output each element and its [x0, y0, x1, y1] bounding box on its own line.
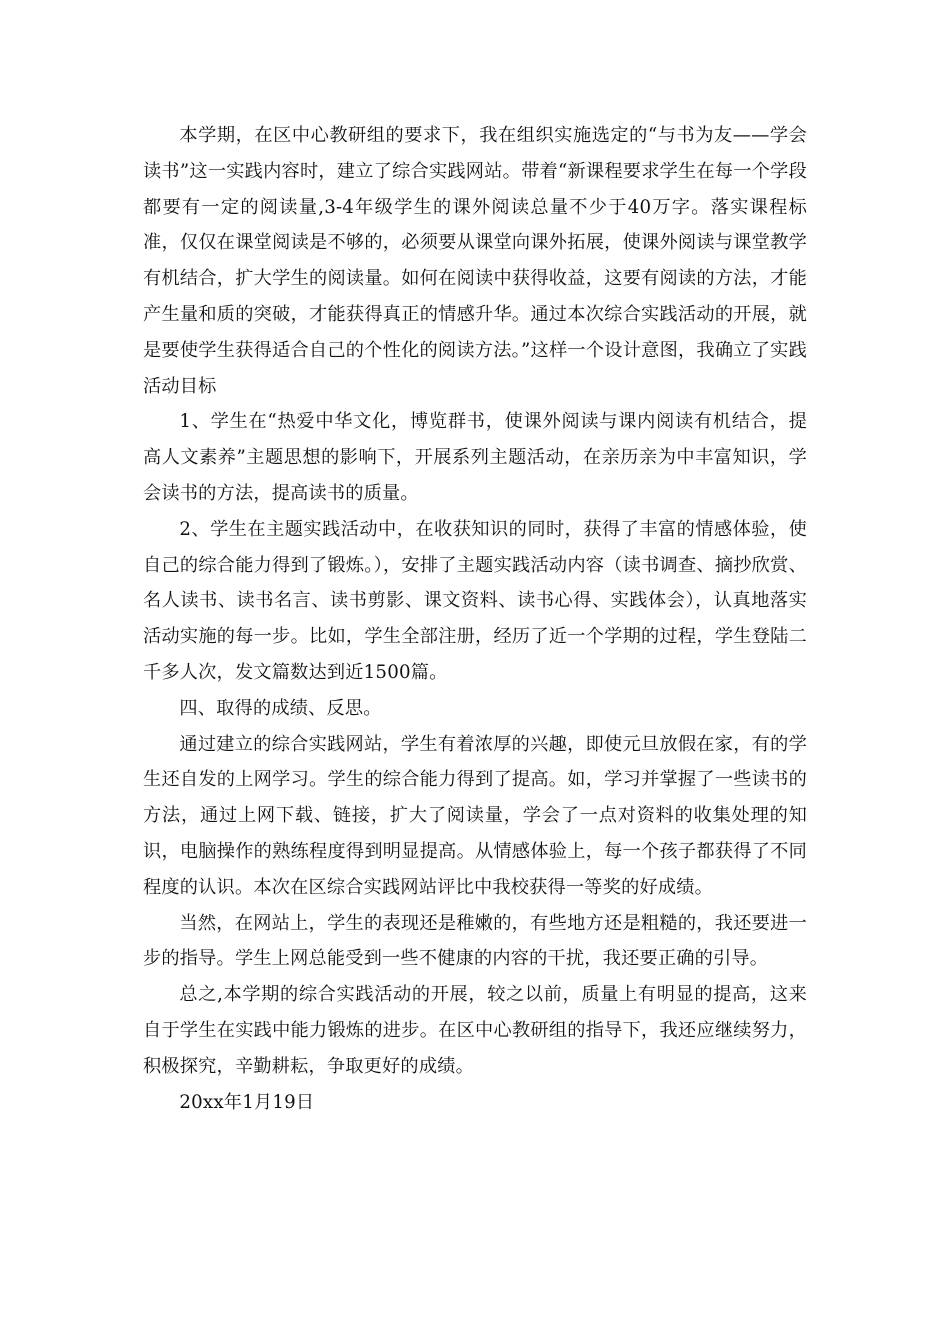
- document-date: 20xx年1月19日: [179, 1091, 315, 1113]
- paragraph-achievements: 通过建立的综合实践网站，学生有着浓厚的兴趣，即使元旦放假在家，有的学生还自发的上网学习。学生的综合能力得到了提高。如，学习并掌握了一些读书的方法，通过上网下载、链接，扩大了阅读量，学会了一点对资料的收集处理的知识，电脑操作的熟练程度得到明显提高。从情感体验上，每一个孩子都获得了不同程度的认识。本次在区综合实践网站评比中我校获得一等奖的好成绩。: [143, 733, 807, 898]
- paragraph-intro: 本学期，在区中心教研组的要求下，我在组织实施选定的“与书为友——学会读书”这一实践内容时，建立了综合实践网站。带着“新课程要求学生在每一个学段都要有一定的阅读量,3-4年级学生的课外阅读总量不少于40万字。落实课程标准，仅仅在课堂阅读是不够的，必须要从课堂向课外拓展，使课外阅读与课堂教学有机结合，扩大学生的阅读量。如何在阅读中获得收益，这要有阅读的方法，才能产生量和质的突破，才能获得真正的情感升华。通过本次综合实践活动的开展，就是要使学生获得适合自己的个性化的阅读方法。”这样一个设计意图，我确立了实践活动目标: [143, 125, 807, 397]
- paragraph-goal-1: 1、学生在“热爱中华文化，博览群书，使课外阅读与课内阅读有机结合，提高人文素养”主题思想的影响下，开展系列主题活动，在亲历亲为中丰富知识，学会读书的方法，提高读书的质量。: [143, 411, 807, 504]
- paragraph-reflection: 当然，在网站上，学生的表现还是稚嫩的，有些地方还是粗糙的，我还要进一步的指导。学生上网总能受到一些不健康的内容的干扰，我还要正确的引导。: [143, 912, 807, 970]
- section-heading-achievements: 四、取得的成绩、反思。: [179, 697, 382, 719]
- paragraph-summary: 总之,本学期的综合实践活动的开展，较之以前，质量上有明显的提高，这来自于学生在实践中能力锻炼的进步。在区中心教研组的指导下，我还应继续努力，积极探究，辛勤耕耘，争取更好的成绩。: [143, 984, 807, 1077]
- paragraph-goal-2: 2、学生在主题实践活动中，在收获知识的同时，获得了丰富的情感体验，使自己的综合能力得到了锻炼。），安排了主题实践活动内容（读书调查、摘抄欣赏、名人读书、读书名言、读书剪影、课文资料、读书心得、实践体会），认真地落实活动实施的每一步。比如，学生全部注册，经历了近一个学期的过程，学生登陆二千多人次，发文篇数达到近1500篇。: [143, 518, 807, 683]
- document-body: [143, 118, 807, 1120]
